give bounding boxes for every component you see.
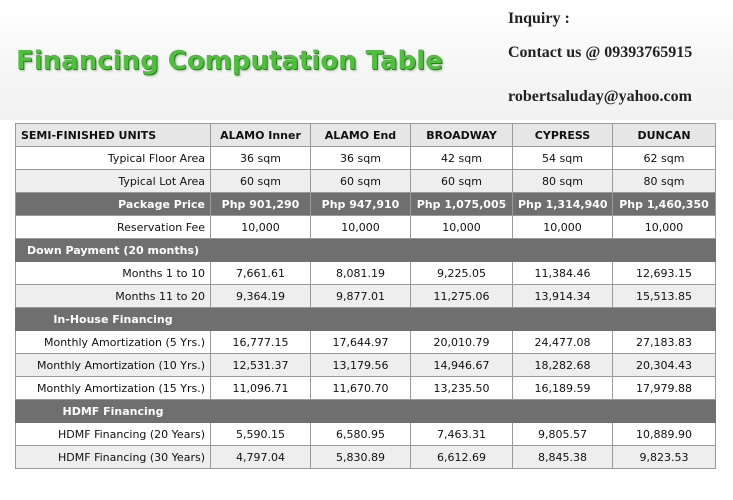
row-label: Monthly Amortization (15 Yrs.) xyxy=(16,377,211,400)
table-cell: Php 1,314,940 xyxy=(513,193,613,216)
table-cell: Php 1,075,005 xyxy=(411,193,513,216)
row-label: HDMF Financing (30 Years) xyxy=(16,446,211,469)
table-row-ma-10 xyxy=(16,354,716,377)
table-cell: 12,531.37 xyxy=(211,354,311,377)
table-cell: 36 sqm xyxy=(211,147,311,170)
table-cell: 4,797.04 xyxy=(211,446,311,469)
row-label: HDMF Financing (20 Years) xyxy=(16,423,211,446)
table-cell: 16,189.59 xyxy=(513,377,613,400)
table-cell: 24,477.08 xyxy=(513,331,613,354)
table-cell: 10,000 xyxy=(411,216,513,239)
table-row-hdmf-30 xyxy=(16,446,716,469)
table-cell: Php 901,290 xyxy=(211,193,311,216)
table-cell: 17,644.97 xyxy=(311,331,411,354)
table-cell: 42 sqm xyxy=(411,147,513,170)
table-row-hdmf-20 xyxy=(16,423,716,446)
row-label: Reservation Fee xyxy=(16,216,211,239)
table-cell: 14,946.67 xyxy=(411,354,513,377)
table-cell: 10,000 xyxy=(311,216,411,239)
row-label: Months 11 to 20 xyxy=(16,285,211,308)
table-header-row xyxy=(16,124,716,147)
financing-table xyxy=(15,123,716,469)
table-cell: 11,096.71 xyxy=(211,377,311,400)
column-header: ALAMO Inner xyxy=(211,124,311,147)
table-cell: 9,225.05 xyxy=(411,262,513,285)
column-header: BROADWAY xyxy=(411,124,513,147)
table-cell: 60 sqm xyxy=(211,170,311,193)
table-cell: 20,304.43 xyxy=(613,354,716,377)
table-cell: 8,081.19 xyxy=(311,262,411,285)
table-cell: 11,670.70 xyxy=(311,377,411,400)
table-cell: 13,179.56 xyxy=(311,354,411,377)
table-cell: 80 sqm xyxy=(613,170,716,193)
row-label: Typical Floor Area xyxy=(16,147,211,170)
table-row-dp-1-10 xyxy=(16,262,716,285)
table-cell: 16,777.15 xyxy=(211,331,311,354)
table-cell: Php 947,910 xyxy=(311,193,411,216)
contact-phone: Contact us @ 09393765915 xyxy=(508,44,693,61)
table-cell: 9,805.57 xyxy=(513,423,613,446)
section-label: In-House Financing xyxy=(16,308,211,331)
table-cell: 10,000 xyxy=(211,216,311,239)
table-cell: 18,282.68 xyxy=(513,354,613,377)
table-row-ma-5 xyxy=(16,331,716,354)
column-header: CYPRESS xyxy=(513,124,613,147)
column-header: SEMI-FINISHED UNITS xyxy=(16,124,211,147)
table-cell: 62 sqm xyxy=(613,147,716,170)
table-row-dp-11-20 xyxy=(16,285,716,308)
table-cell: 80 sqm xyxy=(513,170,613,193)
section-label: Down Payment (20 months) xyxy=(16,239,211,262)
section-header-down-payment xyxy=(16,239,716,262)
table-cell: 17,979.88 xyxy=(613,377,716,400)
column-header: ALAMO End xyxy=(311,124,411,147)
row-label: Months 1 to 10 xyxy=(16,262,211,285)
page-title: Financing Computation Table xyxy=(16,46,443,76)
table-cell: 60 sqm xyxy=(311,170,411,193)
section-label: HDMF Financing xyxy=(16,400,211,423)
contact-email[interactable]: robertsaluday@yahoo.com xyxy=(508,88,692,105)
table-cell: 11,275.06 xyxy=(411,285,513,308)
table-row-ma-15 xyxy=(16,377,716,400)
table-cell: 10,889.90 xyxy=(613,423,716,446)
section-header-hdmf-financing xyxy=(16,400,716,423)
table-cell: 5,830.89 xyxy=(311,446,411,469)
table-row-package-price xyxy=(16,193,716,216)
table-row-lot-area xyxy=(16,170,716,193)
table-cell: 10,000 xyxy=(613,216,716,239)
table-cell: 20,010.79 xyxy=(411,331,513,354)
table-cell: 11,384.46 xyxy=(513,262,613,285)
table-cell: 10,000 xyxy=(513,216,613,239)
table-cell: 7,463.31 xyxy=(411,423,513,446)
table-cell: 60 sqm xyxy=(411,170,513,193)
row-label: Monthly Amortization (5 Yrs.) xyxy=(16,331,211,354)
section-header-in-house-financing xyxy=(16,308,716,331)
table-cell: 13,235.50 xyxy=(411,377,513,400)
table-cell: 54 sqm xyxy=(513,147,613,170)
table-cell: 36 sqm xyxy=(311,147,411,170)
table-cell: 6,612.69 xyxy=(411,446,513,469)
table-cell: 9,364.19 xyxy=(211,285,311,308)
table-cell: 7,661.61 xyxy=(211,262,311,285)
table-cell: 9,877.01 xyxy=(311,285,411,308)
row-label: Monthly Amortization (10 Yrs.) xyxy=(16,354,211,377)
inquiry-label: Inquiry : xyxy=(508,10,570,27)
table-cell: 8,845.38 xyxy=(513,446,613,469)
table-cell: 27,183.83 xyxy=(613,331,716,354)
table-row-reservation-fee xyxy=(16,216,716,239)
table-cell: 12,693.15 xyxy=(613,262,716,285)
row-label: Package Price xyxy=(16,193,211,216)
table-cell: 5,590.15 xyxy=(211,423,311,446)
table-cell: Php 1,460,350 xyxy=(613,193,716,216)
table-cell: 9,823.53 xyxy=(613,446,716,469)
row-label: Typical Lot Area xyxy=(16,170,211,193)
column-header: DUNCAN xyxy=(613,124,716,147)
table-cell: 13,914.34 xyxy=(513,285,613,308)
table-cell: 6,580.95 xyxy=(311,423,411,446)
table-cell: 15,513.85 xyxy=(613,285,716,308)
table-row-floor-area xyxy=(16,147,716,170)
